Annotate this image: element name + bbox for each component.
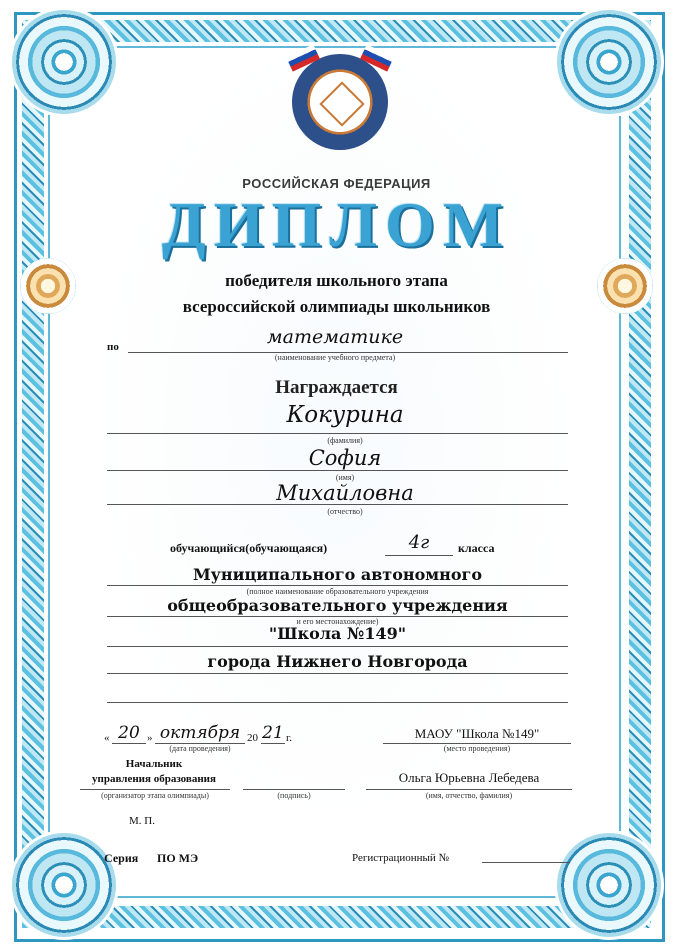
year-line — [261, 743, 285, 744]
grade-value: 4г — [408, 532, 430, 553]
name-caption: (имя) — [335, 473, 355, 482]
subtitle-line-2: всероссийской олимпиады школьников — [182, 297, 491, 316]
school-caption-1: (полное наименование образовательного учреждения — [246, 587, 429, 596]
awarded-heading: Награждается — [275, 377, 398, 398]
official-line — [366, 789, 572, 790]
venue-value: МАОУ "Школа №149" — [414, 726, 540, 741]
grade-suffix: класса — [458, 541, 495, 555]
official-name: Ольга Юрьевна Лебедева — [398, 770, 540, 785]
emblem-center — [310, 72, 370, 132]
date-year-prefix: 20 — [247, 732, 258, 744]
date-month: октября — [159, 723, 241, 743]
venue-caption: (место проведения) — [443, 744, 511, 753]
series-label: Серия — [104, 851, 139, 865]
corner-rosette-bottom-right — [557, 833, 661, 937]
date-day: 20 — [118, 723, 140, 743]
school-value-3: "Школа №149" — [268, 624, 407, 643]
organizer-caption: (организатор этапа олимпиады) — [101, 791, 209, 800]
patronymic-caption: (отчество) — [327, 507, 363, 516]
name-line — [107, 470, 568, 471]
name-value: София — [308, 446, 382, 470]
school-value-4: города Нижнего Новгорода — [207, 652, 468, 671]
subject-caption: (наименование учебного предмета) — [274, 353, 396, 362]
registration-line — [482, 862, 570, 863]
school-line-4 — [107, 673, 568, 674]
corner-rosette-bottom-left — [12, 833, 116, 937]
date-caption: (дата проведения) — [169, 744, 231, 753]
registration-label: Регистрационный № — [352, 852, 450, 864]
grade-line — [385, 555, 453, 556]
school-line-1 — [107, 585, 568, 586]
patronymic-value: Михайловна — [276, 481, 414, 505]
subtitle-line-1: победителя школьного этапа — [225, 271, 448, 290]
seal-mark: М. П. — [129, 815, 155, 827]
school-line-3 — [107, 646, 568, 647]
school-value-2: общеобразовательного учреждения — [167, 596, 508, 615]
date-open-quote: « — [104, 732, 110, 744]
school-line-5 — [107, 702, 568, 703]
signature-caption: (подпись) — [277, 791, 311, 800]
school-value-1: Муниципального автономного — [192, 565, 483, 584]
surname-value: Кокурина — [286, 402, 404, 428]
date-year: 21 — [262, 723, 284, 743]
subject-value: математике — [266, 326, 404, 348]
date-close-quote: » — [147, 732, 153, 744]
corner-rosette-top-right — [557, 10, 661, 114]
student-label: обучающийся(обучающаяся) — [170, 541, 328, 555]
subject-prefix: по — [107, 341, 119, 353]
olympiad-emblem — [292, 54, 388, 150]
series-value: ПО МЭ — [157, 851, 199, 865]
organizer-line — [80, 789, 230, 790]
country-title: РОССИЙСКАЯ ФЕДЕРАЦИЯ — [242, 176, 431, 191]
book-icon — [319, 81, 364, 126]
organizer-title-1: Начальник — [125, 758, 183, 770]
date-year-suffix: г. — [286, 732, 293, 744]
corner-rosette-top-left — [12, 10, 116, 114]
diploma-title: ДИПЛОМ — [161, 189, 512, 260]
surname-caption: (фамилия) — [327, 436, 363, 445]
surname-line — [107, 433, 568, 434]
official-caption: (имя, отчество, фамилия) — [425, 791, 513, 800]
organizer-title-2: управления образования — [92, 773, 216, 785]
day-line — [112, 743, 146, 744]
signature-line — [243, 789, 345, 790]
school-caption-2: и его местонахождение) — [296, 617, 379, 626]
